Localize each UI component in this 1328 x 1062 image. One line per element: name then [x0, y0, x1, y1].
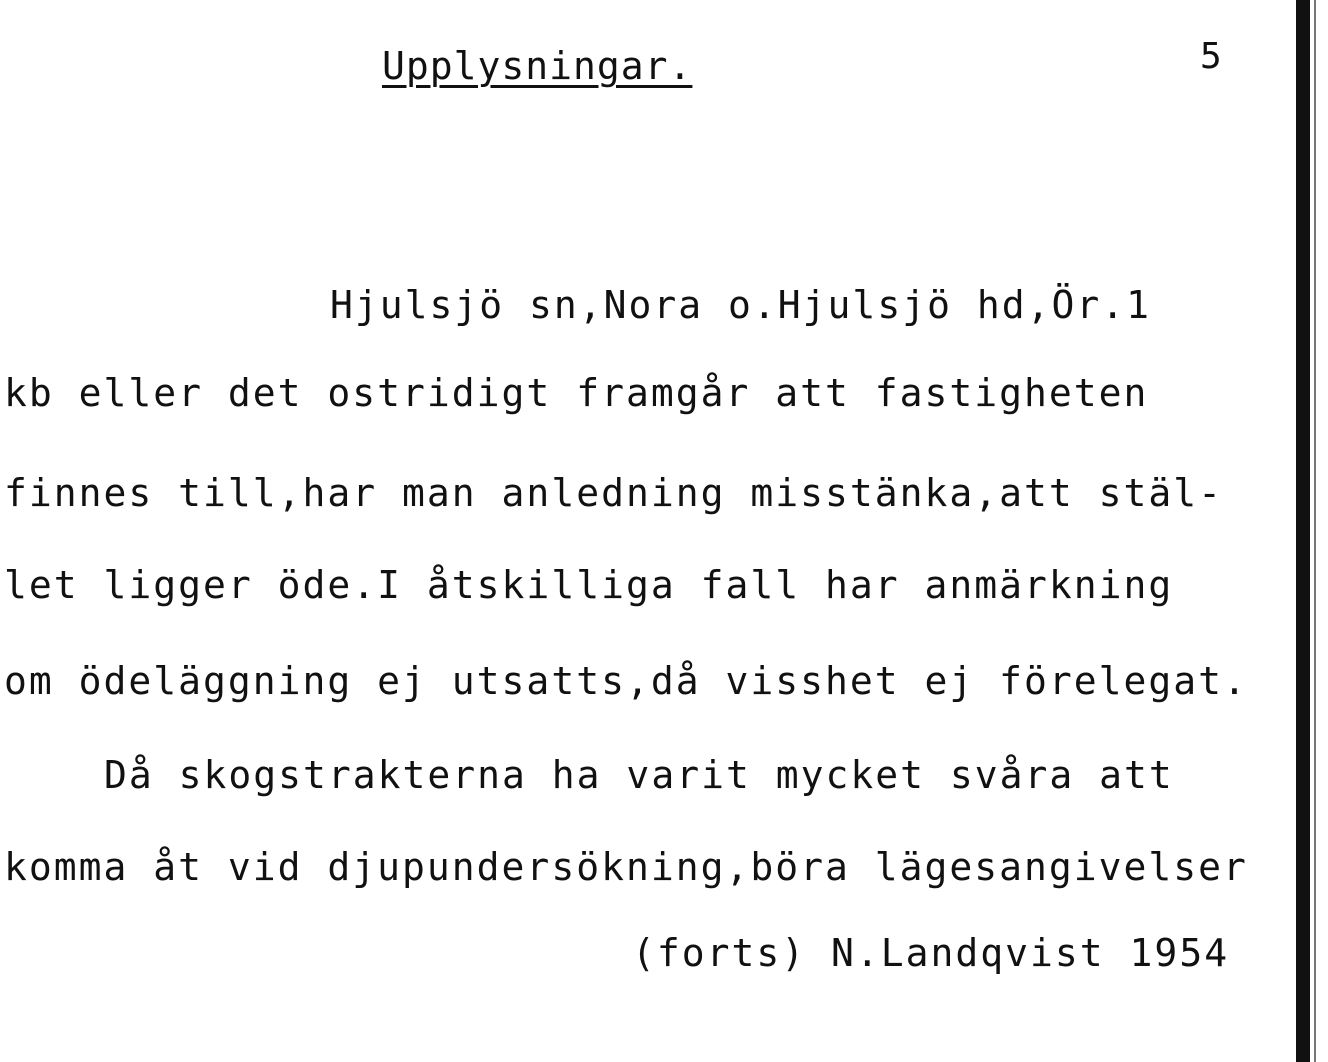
- text-line-6: Då skogstrakterna ha varit mycket svåra att: [104, 753, 1174, 797]
- page-number: 5: [1200, 36, 1222, 77]
- text-line-4: let ligger öde.I åtskilliga fall har anmärkning: [4, 563, 1174, 607]
- text-line-5: om ödeläggning ej utsatts,då visshet ej förelegat.: [4, 659, 1248, 703]
- text-line-2: kb eller det ostridigt framgår att fastigheten: [4, 371, 1149, 415]
- document-title: Upplysningar.: [382, 44, 693, 88]
- scan-edge-shadow: [1314, 0, 1316, 1062]
- text-line-3: finnes till,har man anledning misstänka,att stäl-: [4, 471, 1224, 515]
- scan-edge-bar: [1296, 0, 1310, 1062]
- text-line-7: komma åt vid djupundersökning,böra lägesangivelser: [4, 845, 1248, 889]
- text-line-1: Hjulsjö sn,Nora o.Hjulsjö hd,Ör.1: [330, 283, 1151, 327]
- signature-line: (forts) N.Landqvist 1954: [632, 931, 1230, 975]
